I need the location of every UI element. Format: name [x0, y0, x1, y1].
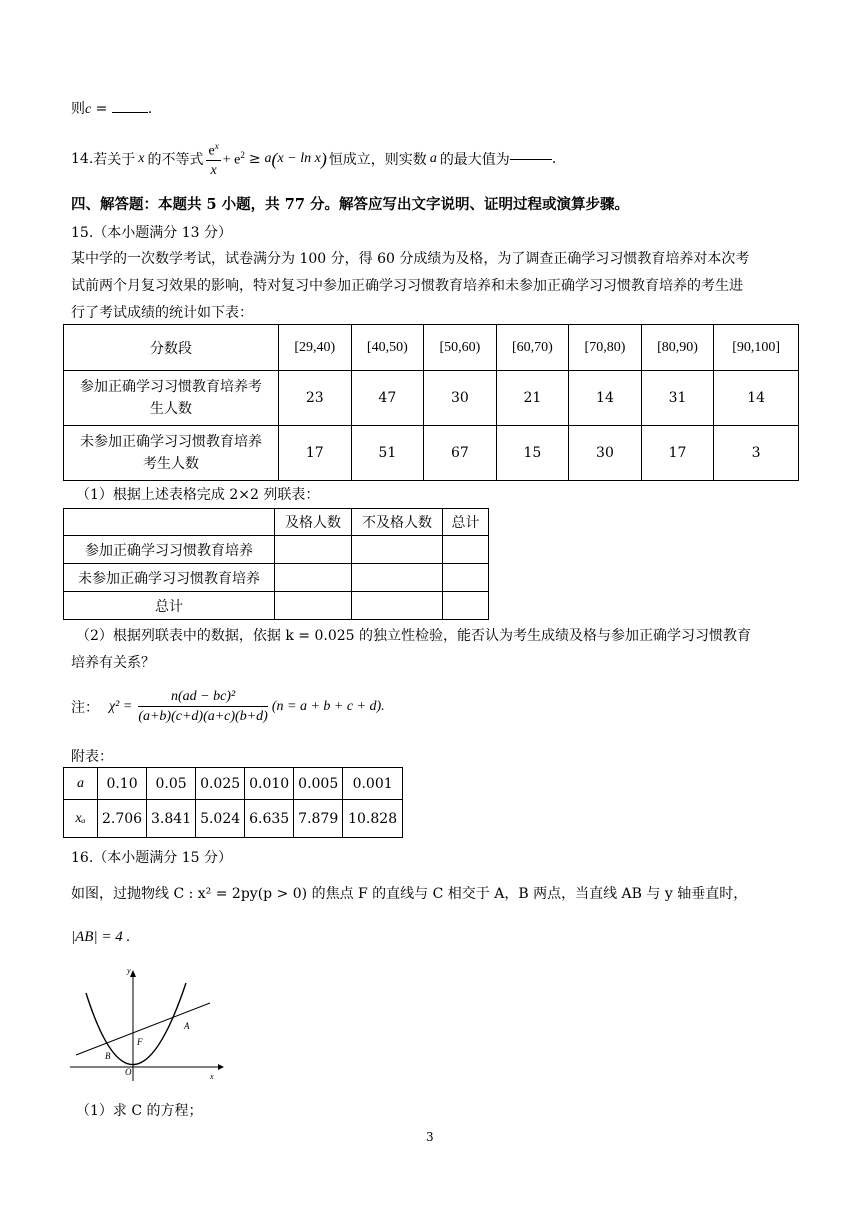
table-cell: 21	[496, 371, 569, 426]
page-number: 3	[426, 1130, 434, 1144]
row-label-cell: 未参加正确学习习惯教育培养	[64, 564, 275, 592]
y-label: y	[127, 966, 131, 975]
table-header-cell: 及格人数	[275, 509, 352, 536]
answer-blank	[112, 112, 148, 113]
table-cell: 47	[351, 371, 424, 426]
table-cell: 67	[424, 426, 497, 481]
parabola-figure	[70, 963, 230, 1085]
empty-answer-cell	[443, 536, 489, 564]
table-header-cell	[64, 509, 275, 536]
score-distribution-table	[63, 324, 799, 481]
table-row	[64, 325, 799, 371]
table-row	[64, 800, 403, 838]
q16-header: 16.（本小题满分 15 分）	[71, 850, 232, 866]
interval-cell: [90,100]	[714, 325, 799, 371]
table-cell: 30	[569, 426, 642, 481]
x-axis-arrow	[218, 1064, 224, 1070]
q15-para-line-3: 行了考试成绩的统计如下表：	[71, 305, 253, 321]
row-label-cell: 总计	[64, 592, 275, 620]
critical-value-table	[63, 767, 403, 838]
interval-cell: [50,60)	[424, 325, 497, 371]
table-cell: 14	[569, 371, 642, 426]
table-cell: 3.841	[147, 800, 196, 838]
row-label-cell: 参加正确学习习惯教育培养	[64, 536, 275, 564]
table-cell: 23	[279, 371, 352, 426]
y-axis-arrow	[130, 970, 136, 977]
table-header-cell: 总计	[443, 509, 489, 536]
interval-cell: [80,90)	[641, 325, 714, 371]
q15-para-line-1: 某中学的一次数学考试，试卷满分为 100 分，得 60 分成绩为及格，为了调查正确学习习惯教育培养对本次考	[71, 251, 750, 267]
origin-label: O	[125, 1067, 132, 1077]
interval-cell: [40,50)	[351, 325, 424, 371]
table-cell: 10.828	[343, 800, 403, 838]
appendix-label: 附表：	[71, 749, 113, 765]
table-cell: 0.005	[294, 768, 343, 800]
q15-para-line-2: 试前两个月复习效果的影响，特对复习中参加正确学习习惯教育培养和未参加正确学习习惯教育培养的考生进	[71, 278, 743, 294]
q16-line-1: 如图，过抛物线 C : x² = 2py(p > 0) 的焦点 F 的直线与 C 相交于 A，B 两点，当直线 AB 与 y 轴垂直时，	[71, 886, 748, 902]
point-a-label: A	[184, 1021, 190, 1031]
question-14: 14. 若关于 x 的不等式 $\frac{e^x}{x}$ + $e^2$ ≥ a ( x − ln x ) 恒成立，则实数 a 的最大值为 .	[71, 135, 556, 183]
table-row	[64, 592, 489, 620]
answer-blank	[510, 159, 552, 160]
empty-answer-cell	[352, 536, 443, 564]
table-cell: 51	[351, 426, 424, 481]
table-cell: 2.706	[98, 800, 147, 838]
chi-square-fraction: $\frac{\text{n(ad − bc)²}}{(a+b)(c+d)(a+c)(b+d)}$	[138, 688, 268, 724]
parabola-curve	[86, 983, 186, 1065]
empty-answer-cell	[275, 536, 352, 564]
table-cell: 6.635	[245, 800, 294, 838]
q15-part-2-line-1: （2）根据列联表中的数据，依据 k = 0.025 的独立性检验，能否认为考生成绩及格与参加正确学习习惯教育	[76, 628, 751, 644]
row-label-cell: a	[64, 768, 98, 800]
row-label-cell: 未参加正确学习习惯教育培养 考生人数	[64, 426, 279, 481]
point-b-label: B	[105, 1051, 111, 1061]
q15-part-2-line-2: 培养有关系？	[71, 655, 155, 671]
table-row	[64, 371, 799, 426]
interval-cell: [70,80)	[569, 325, 642, 371]
empty-answer-cell	[275, 592, 352, 620]
table-row	[64, 564, 489, 592]
table-cell: 0.10	[98, 768, 147, 800]
table-cell: 15	[496, 426, 569, 481]
table-cell: 5.024	[196, 800, 245, 838]
chi-square-formula: 注： χ² = $\frac{\text{n(ad − bc)²}}{(a+b)(c+d)(a+c)(b+d)}$ (n = a + b + c + d).	[71, 683, 385, 731]
table-row	[64, 426, 799, 481]
table-row	[64, 509, 489, 536]
empty-answer-cell	[443, 564, 489, 592]
q15-part-1: （1）根据上述表格完成 2×2 列联表：	[76, 487, 320, 503]
table-cell: 0.05	[147, 768, 196, 800]
empty-answer-cell	[352, 592, 443, 620]
x-label: x	[210, 1072, 214, 1081]
line-ab	[76, 1003, 210, 1055]
table-row	[64, 768, 403, 800]
interval-cell: [29,40)	[279, 325, 352, 371]
q15-header: 15.（本小题满分 13 分）	[71, 225, 232, 241]
table-cell: 30	[424, 371, 497, 426]
row-label-cell: 参加正确学习习惯教育培养考 生人数	[64, 371, 279, 426]
q16-part-1: （1）求 C 的方程；	[76, 1103, 203, 1119]
row-label-cell: xₐ	[64, 800, 98, 838]
empty-answer-cell	[275, 564, 352, 592]
table-header-cell: 不及格人数	[352, 509, 443, 536]
table-cell: 0.025	[196, 768, 245, 800]
table-cell: 17	[641, 426, 714, 481]
section-heading: 四、解答题：本题共 5 小题，共 77 分。解答应写出文字说明、证明过程或演算步骤。	[71, 196, 629, 213]
table-cell: 0.001	[343, 768, 403, 800]
q16-line-2: |AB| = 4 .	[71, 929, 131, 945]
table-cell: 14	[714, 371, 799, 426]
table-cell: 31	[641, 371, 714, 426]
table-cell: 17	[279, 426, 352, 481]
focus-f-label: F	[137, 1037, 143, 1047]
table-cell: 0.010	[245, 768, 294, 800]
table-cell: 3	[714, 426, 799, 481]
contingency-table	[63, 508, 489, 620]
empty-answer-cell	[443, 592, 489, 620]
table-cell: 7.879	[294, 800, 343, 838]
q14-fraction: $\frac{e^x}{x}$	[206, 137, 220, 182]
table-header-cell: 分数段	[64, 325, 279, 371]
interval-cell: [60,70)	[496, 325, 569, 371]
empty-answer-cell	[352, 564, 443, 592]
table-row	[64, 536, 489, 564]
q13-answer-line: 则c = .	[71, 101, 153, 117]
